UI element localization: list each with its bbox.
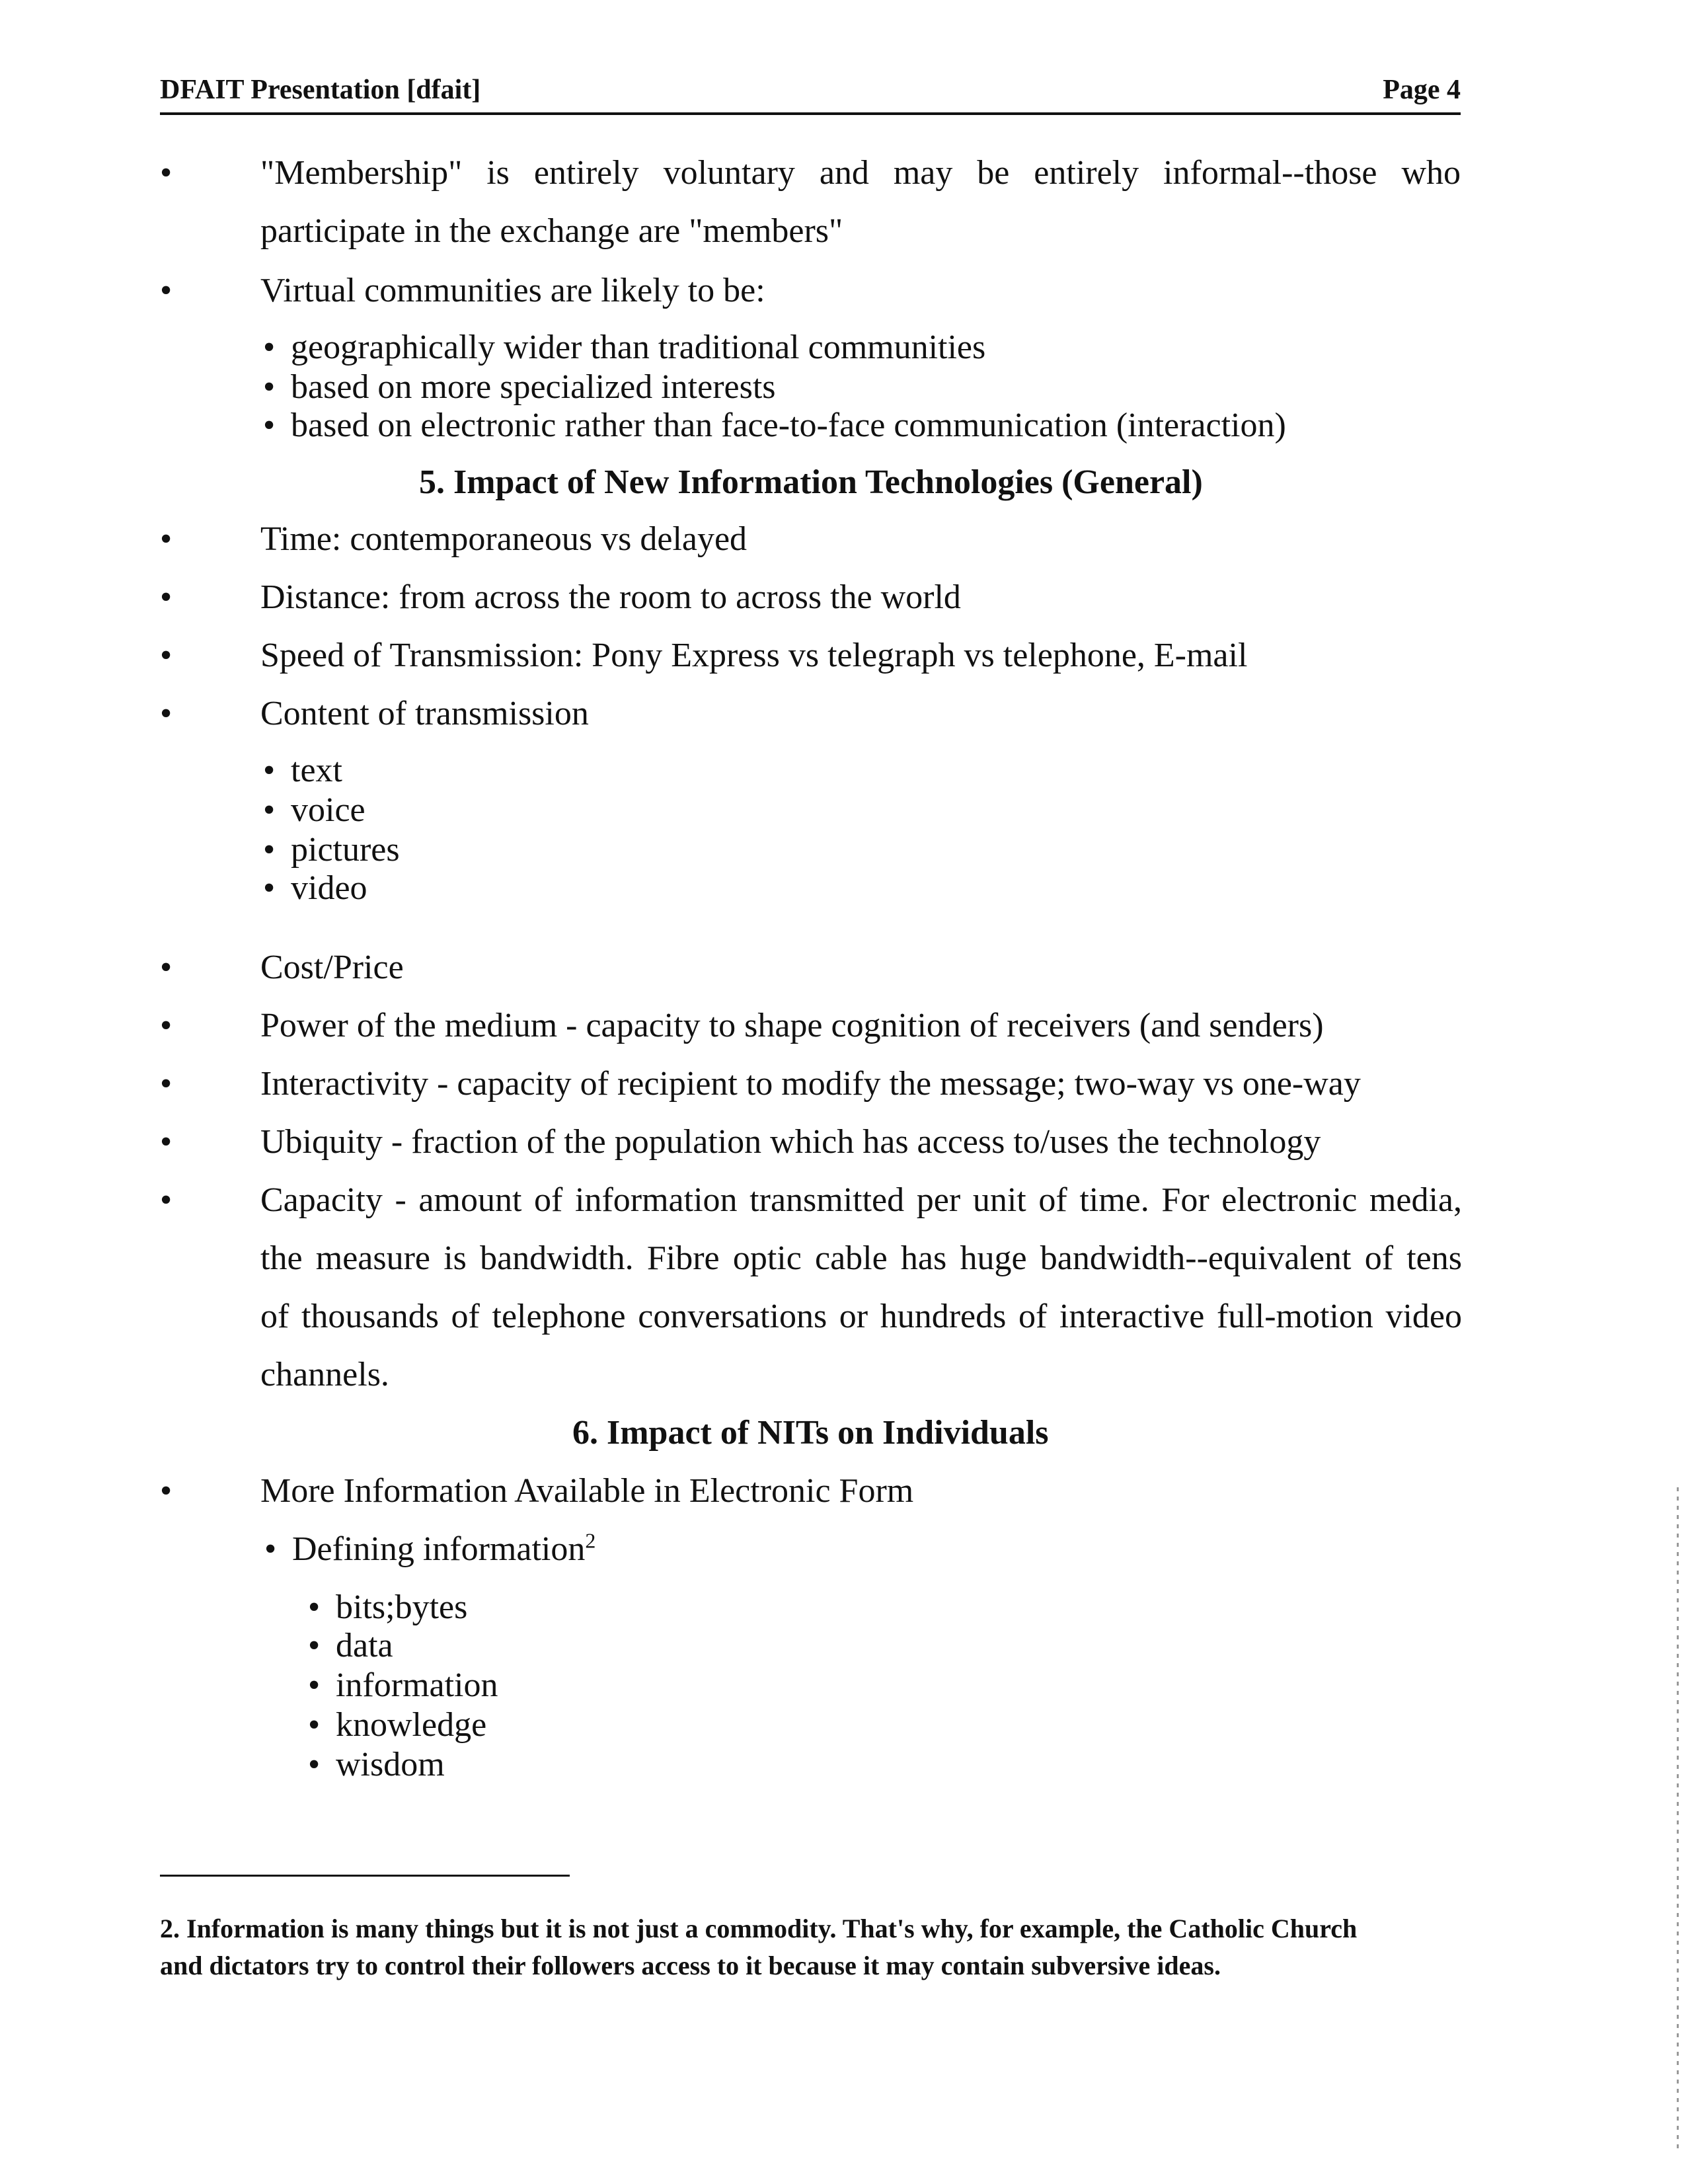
list-item: • knowledge bbox=[308, 1706, 487, 1744]
list-item: • information bbox=[308, 1666, 498, 1704]
bullet-icon bbox=[160, 1006, 172, 1046]
bullet-icon bbox=[160, 578, 172, 617]
list-item: • based on more specialized interests bbox=[263, 368, 776, 406]
document-title: DFAIT Presentation [dfait] bbox=[160, 75, 481, 105]
list-item: • bits;bytes bbox=[308, 1588, 468, 1626]
capacity-line-4: channels. bbox=[260, 1356, 389, 1393]
list-item: • wisdom bbox=[308, 1746, 445, 1783]
capacity-line-2: the measure is bandwidth. Fibre optic cable has huge bandwidth--equivalent of tens bbox=[260, 1239, 1462, 1277]
page-number: Page 4 bbox=[1383, 75, 1461, 105]
cost-item: Cost/Price bbox=[260, 949, 404, 986]
page-header bbox=[160, 74, 1461, 115]
capacity-line-1: Capacity - amount of information transmitted per unit of time. For electronic media, bbox=[260, 1181, 1462, 1219]
bullet-icon bbox=[160, 694, 172, 734]
list-item: • geographically wider than traditional communities bbox=[263, 329, 986, 366]
capacity-line-3: of thousands of telephone conversations or hundreds of interactive full-motion video bbox=[260, 1298, 1462, 1335]
distance-item: Distance: from across the room to across the world bbox=[260, 578, 961, 616]
ubiquity-item: Ubiquity - fraction of the population which has access to/uses the technology bbox=[260, 1123, 1321, 1161]
membership-line-2: participate in the exchange are "members" bbox=[260, 212, 843, 250]
speed-item: Speed of Transmission: Pony Express vs telegraph vs telephone, E-mail bbox=[260, 637, 1248, 674]
list-item: • based on electronic rather than face-to-face communication (interaction) bbox=[263, 407, 1286, 444]
list-item: • pictures bbox=[263, 831, 400, 869]
list-item: • text bbox=[263, 752, 342, 789]
section-heading-6: 6. Impact of NITs on Individuals bbox=[572, 1414, 1049, 1452]
list-item: • voice bbox=[263, 791, 365, 829]
membership-line-1: "Membership" is entirely voluntary and may be entirely informal--those who bbox=[260, 154, 1461, 192]
footnote-rule bbox=[160, 1875, 570, 1877]
bullet-icon bbox=[160, 520, 172, 559]
power-item: Power of the medium - capacity to shape cognition of receivers (and senders) bbox=[260, 1007, 1324, 1044]
bullet-icon bbox=[160, 1122, 172, 1162]
bullet-icon bbox=[160, 271, 172, 311]
more-info-item: More Information Available in Electronic Form bbox=[260, 1472, 914, 1510]
bullet-icon bbox=[160, 636, 172, 676]
scan-edge-artifact bbox=[1677, 1487, 1679, 2148]
bullet-icon bbox=[160, 948, 172, 988]
section-heading-5: 5. Impact of New Information Technologies (General) bbox=[419, 463, 1203, 501]
bullet-icon bbox=[160, 1181, 172, 1220]
bullet-icon bbox=[160, 1471, 172, 1511]
virtual-communities-intro: Virtual communities are likely to be: bbox=[260, 272, 765, 309]
footnote-line-2: and dictators try to control their followers access to it because it may contain subversive ideas. bbox=[160, 1951, 1221, 1980]
bullet-icon bbox=[160, 1064, 172, 1104]
list-item: • video bbox=[263, 869, 367, 907]
interactivity-item: Interactivity - capacity of recipient to modify the message; two-way vs one-way bbox=[260, 1065, 1361, 1103]
content-item: Content of transmission bbox=[260, 695, 589, 732]
footnote-line-1: 2. Information is many things but it is not just a commodity. That's why, for example, the Catholic Church bbox=[160, 1914, 1358, 1943]
time-item: Time: contemporaneous vs delayed bbox=[260, 520, 748, 558]
bullet-icon bbox=[160, 153, 172, 193]
list-item: • data bbox=[308, 1627, 393, 1664]
footnote-ref: 2 bbox=[585, 1528, 596, 1553]
defining-information-item: • Defining information$^2$ bbox=[264, 1528, 596, 1568]
